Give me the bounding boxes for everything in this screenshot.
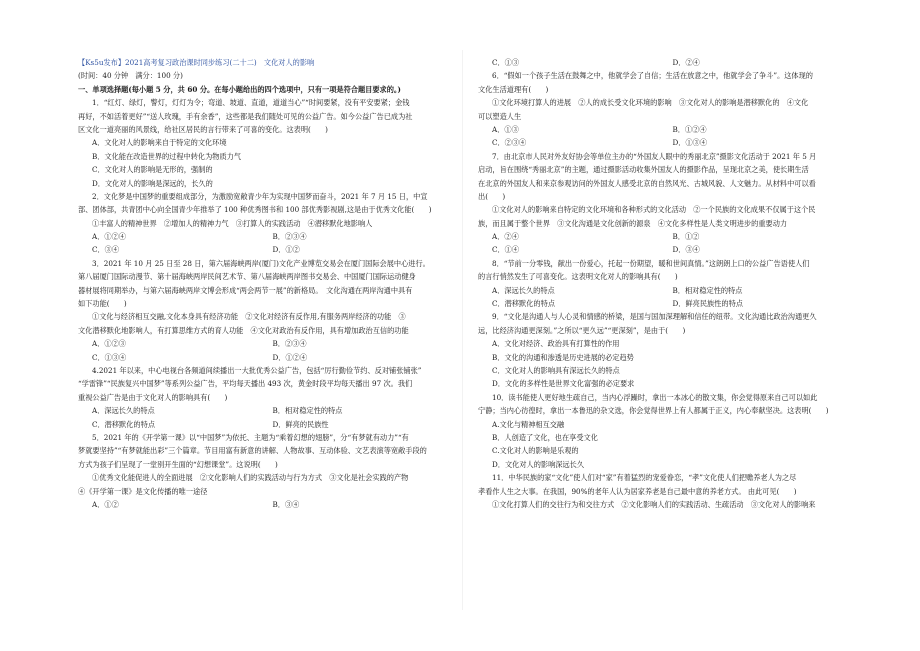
text-line: ①文化打算人们的交往行为和交往方式 ②文化影响人们的实践活动、生疏活动 ③文化对人的影响来	[492, 499, 816, 509]
text-line: 的言行悄然发生了可喜变化。这表明文化对人的影响具有( )	[478, 272, 678, 282]
document-title: 【Ks5u发布】2021高考复习政治课时同步练习(二十二) 文化对人的影响	[78, 58, 315, 67]
text-line: C．文化对人的影响是无形的，强制的	[92, 165, 213, 175]
answer-option: A．深远长久的特点	[92, 406, 155, 416]
text-line: 10．读书能使人更好地生疏自己，当内心浮躁时，拿出一本冰心的散文集，你会觉得原来自己可以如此	[492, 392, 818, 402]
text-line: 第八届厦门国际动漫节、第十届海峡两岸民间艺术节、第八届海峡两岸图书交易会、中国厦门国际运动健身	[78, 272, 416, 282]
answer-option: D．鲜亮的民族性	[272, 419, 329, 429]
text-line: 一、单项选择题(每小题 5 分，共 60 分。在每小题给出的四个选项中，只有一项是符合题目要求的。)	[78, 84, 401, 94]
text-line: ④《开学第一课》是文化传播的唯一途径	[78, 486, 208, 496]
text-line: D．文化对人的影响是深远的，长久的	[92, 178, 213, 188]
text-line: 8．“节前一分零钱，献出一份爱心，托起一份期望，暖和世间真情。”这朗朗上口的公益广告语使人们	[492, 258, 810, 268]
text-line: 梦就要坚持”“有梦就能出彩”三个篇章。节目用富有新意的讲解、人物故事、互动体验、文艺表演等宽敞手段的	[78, 446, 427, 456]
option-row	[78, 404, 453, 417]
option-row	[478, 243, 853, 256]
text-line: 远，比经济沟通更深刻。”之所以“更久远”“更深刻”，是由于( )	[478, 325, 686, 335]
text-line: A．文化对经济、政治具有打算性的作用	[492, 339, 620, 349]
answer-option: A．①③	[492, 124, 519, 134]
option-row	[78, 498, 453, 511]
text-line: 宁静；当内心彷徨时，拿出一本鲁迅的杂文选，你会觉得世界上有人都属于正义，内心奉献坚决。这表明( )	[478, 406, 829, 416]
text-line: ①优秀文化能促进人的全面进展 ②文化影响人们的实践活动与行为方式 ③文化是社会实践的产物	[92, 473, 409, 483]
option-row	[478, 230, 853, 243]
option-row	[478, 123, 853, 136]
text-line: B．文化能在改造世界的过程中转化为物质力气	[92, 151, 242, 161]
text-line: D．文化的多样性是世界文化富强的必定要求	[492, 379, 635, 389]
answer-option: B．相对稳定性的特点	[272, 406, 343, 416]
option-row	[78, 230, 453, 243]
answer-option: B．相对稳定性的特点	[672, 285, 743, 295]
right-column	[478, 56, 853, 511]
option-row	[478, 136, 853, 149]
answer-option: B．②③④	[272, 339, 307, 349]
text-line: 文化生活道理有( )	[478, 84, 549, 94]
answer-option: B．①②	[672, 232, 700, 242]
text-line: 1．“红灯、绿灯，警灯，灯灯为令；弯道、坡道、直道，道道当心”“时间要紧，没有平安要紧；金钱	[92, 98, 410, 108]
text-line: 方式为孩子们呈现了一堂别开生面的“幻想课堂”。这说明( )	[78, 459, 278, 469]
left-column	[78, 56, 453, 511]
answer-option: A．②④	[492, 232, 519, 242]
option-row	[78, 337, 453, 350]
text-line: 文化潜移默化地影响人，有打算思维方式的育人功能 ④文化对政治有反作用，具有增加政治互信的功能	[78, 325, 409, 335]
text-line: ①丰富人的精神世界 ②增加人的精神力气 ③打算人的实践活动 ④潜移默化地影响人	[92, 218, 373, 228]
answer-option: C．①④	[492, 245, 520, 255]
answer-option: C．潜移默化的特点	[92, 419, 156, 429]
answer-option: D．①③④	[672, 138, 708, 148]
answer-option: A．①②④	[92, 232, 126, 242]
answer-option: A．①②③	[92, 339, 126, 349]
text-line: 如下功能( )	[78, 299, 127, 309]
text-line: 3．2021 年 10 月 25 日至 28 日，第六届海峡两岸(厦门)文化产业博览交易会在厦门国际会展中心进行。	[92, 258, 430, 268]
option-row	[78, 418, 453, 431]
text-line: 11．中华民族的家“文化”使人们对“家”有着猛烈的宠爱眷恋，“孝”文化使人们把赡养老人为之尽	[492, 473, 797, 483]
option-row	[478, 56, 853, 69]
text-line: 区文化一道亮丽的风景线，给社区居民的言行带来了可喜的变化。这表明( )	[78, 124, 328, 134]
answer-option: A．深远长久的特点	[492, 285, 555, 295]
text-line: 族，而且属于整个世界 ③文化沟通是文化创新的源泉 ④文化多样性是人类文明进步的重要动力	[478, 218, 788, 228]
answer-option: C．①③	[492, 58, 520, 67]
text-line: 9．“文化是沟通人与人心灵和情感的桥梁，是国与国加深理解和信任的纽带。文化沟通比政治沟通更久	[492, 312, 817, 322]
answer-option: A．①②	[92, 499, 119, 509]
text-line: 6．“假如一个孩子生活在鼓舞之中，他就学会了自信；生活在放意之中，他就学会了争斗”。这体现的	[492, 71, 813, 81]
text-line: C．文化对人的影响具有深远长久的特点	[492, 365, 620, 375]
answer-option: D．③④	[672, 245, 700, 255]
text-line: A.文化与精神相互交融	[492, 419, 565, 429]
text-line: 2．文化梦是中国梦的重要组成部分，为激励宽敞青少年为实现中国梦而奋斗，2021 年 7 月 15 日，中宣	[92, 191, 428, 201]
answer-option: D．鲜亮民族性的特点	[672, 299, 743, 309]
text-line: 7．由北京市人民对外友好协会等单位主办的“外国友人眼中的秀丽北京”摄影文化活动于 2021 年 5 月	[492, 151, 817, 161]
text-line: C.文化对人的影响是乐观的	[492, 446, 579, 456]
text-line: D．文化对人的影响深远长久	[492, 459, 585, 469]
answer-option: C．潜移默化的特点	[492, 299, 556, 309]
text-line: A．文化对人的影响来自于特定的文化环境	[92, 138, 227, 148]
text-line: 重视公益广告是由于文化对人的影响具有( )	[78, 392, 228, 402]
text-line: ①文化环境打算人的进展 ②人的成长受文化环境的影响 ③文化对人的影响是潜移默化的 ④文化	[492, 98, 809, 108]
text-line: 再好，不如活着更好”“送人玫瑰，手有余香”，这些都是我们随处可见的公益广告。如今公益广告已成为社	[78, 111, 413, 121]
text-line: (时间：40 分钟 满分：100 分)	[78, 71, 183, 81]
answer-option: C．③④	[92, 245, 120, 255]
text-line: 可以塑造人生	[478, 111, 522, 121]
option-row	[78, 243, 453, 256]
column-divider	[462, 50, 463, 610]
text-line: B．人创造了文化，也在享受文化	[492, 432, 598, 442]
text-line: 器材展将同期举办，与第六届海峡两岸文博会形成“两会两节一展”的新格局。 文化沟通在两岸沟通中具有	[78, 285, 413, 295]
option-row	[78, 351, 453, 364]
text-line: ①文化对人的影响来自特定的文化环境和各种形式的文化活动 ②一个民族的文化成果不仅属于这个民	[492, 205, 816, 215]
text-line: 5．2021 年的《开学第一课》以“中国梦”为依托、主题为“乘着幻想的翅膀”，分“有梦就有动力”“有	[92, 432, 409, 442]
option-row	[478, 284, 853, 297]
text-line: 部、团体部，共青团中心向全国青少年推举了 100 种优秀图书和 100 部优秀影视剧,这是由于优秀文化能( )	[78, 205, 432, 215]
answer-option: C．②③④	[492, 138, 527, 148]
answer-option: D．①②	[272, 245, 300, 255]
answer-option: C．①③④	[92, 352, 127, 362]
text-line: 4.2021 年以来，中心电视台各频道间续播出一大批优秀公益广告，包括“厉行勤俭节约、反对铺张铺张”	[92, 365, 422, 375]
text-line: “学雷锋”“民族复兴中国梦”等系列公益广告，平均每天播出 493 次，黄金时段平均每天播出 97 次。我们	[78, 379, 413, 389]
answer-option: B．①②④	[672, 124, 707, 134]
text-line: 出( )	[478, 191, 506, 201]
answer-option: B．②③④	[272, 232, 307, 242]
text-line: ①文化与经济相互交融,文化本身具有经济功能 ②文化对经济有反作用,有服务两岸经济的功能 ③	[92, 312, 406, 322]
text-line: 启动，旨在围绕“秀丽北京”的主题，通过摄影活动收集外国友人的摄影作品，呈现北京之美，使长期生活	[478, 165, 809, 175]
answer-option: D．②④	[672, 58, 700, 67]
text-line: B．文化的沟通和渗透是历史进展的必定趋势	[492, 352, 634, 362]
text-line: 在北京的外国友人和来京参观访问的外国友人感受北京的自然风光、古城风貌、人文魅力。从材料中可以看	[478, 178, 816, 188]
answer-option: D．①②④	[272, 352, 308, 362]
option-row	[478, 297, 853, 310]
text-line: 孝看作人生之大事。在我国，90%的老年人认为居家养老是自己最中意的养老方式。 由此可见( )	[478, 486, 797, 496]
answer-option: B．③④	[272, 499, 300, 509]
